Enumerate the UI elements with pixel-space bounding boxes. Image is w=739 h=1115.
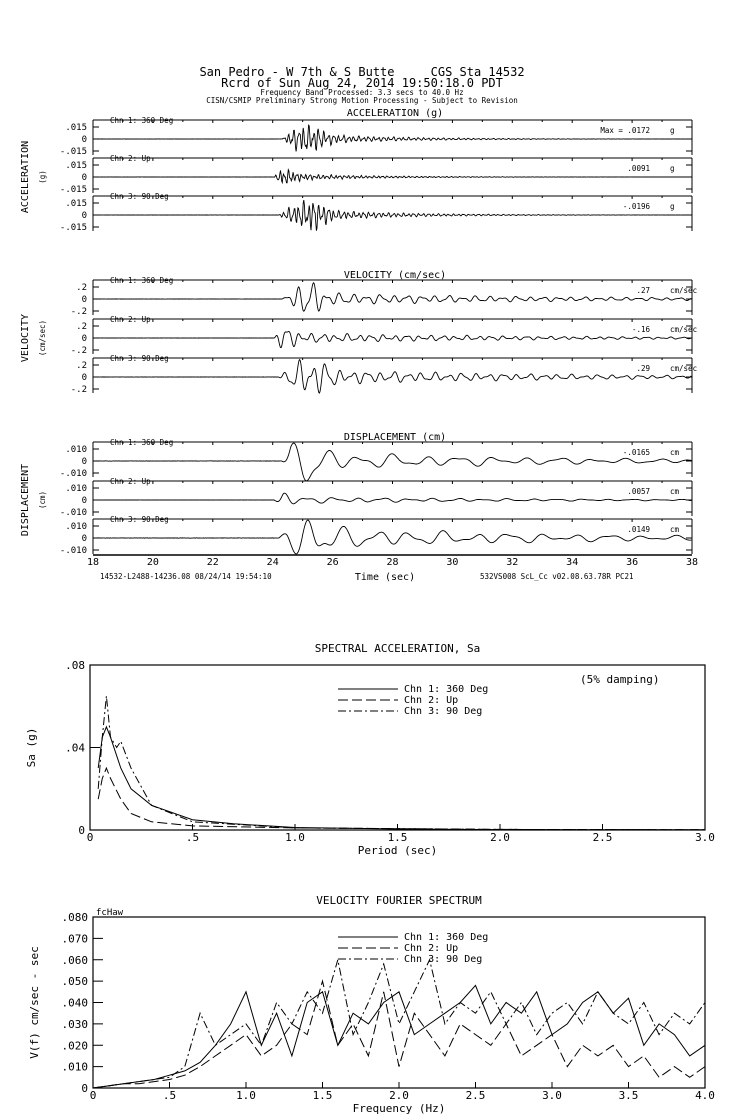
y-tick-label: -.010 [59, 508, 87, 518]
x-tick-label: 0 [86, 831, 94, 844]
damping-note: (5% damping) [580, 673, 660, 686]
waveform-trace [93, 360, 691, 394]
y-tick-label: 0 [81, 1082, 88, 1095]
time-tick-label: 18 [86, 557, 100, 568]
panel-ylabel: DISPLACEMENT [20, 463, 31, 537]
legend-entry: Chn 3: 90 Deg [404, 954, 483, 965]
y-axis-label: Sa (g) [25, 727, 38, 768]
record-time: Rcrd of Sun Aug 24, 2014 19:50:18.0 PDT [221, 76, 503, 90]
legend-entry: Chn 2: Up [404, 943, 459, 954]
peak-unit: cm/sec [670, 325, 698, 334]
y-tick-label: .050 [61, 975, 88, 989]
time-tick-label: 28 [386, 557, 399, 568]
time-history-plots [20, 108, 698, 568]
processing-note: CISN/CSMIP Preliminary Strong Motion Processing - Subject to Revision [206, 96, 518, 105]
waveform-trace [93, 493, 691, 504]
time-axis-label: Time (sec) [354, 572, 416, 583]
peak-unit: g [670, 126, 675, 135]
panel-velocity [20, 270, 697, 395]
waveform-trace [93, 200, 691, 231]
peak-unit: cm/sec [670, 286, 698, 295]
y-tick-label: .010 [65, 484, 87, 494]
y-tick-label: -.015 [59, 223, 87, 233]
panel-title: ACCELERATION (g) [346, 108, 444, 119]
series-line [93, 981, 705, 1088]
peak-value: Max = .0172 [600, 126, 650, 135]
peak-value: -.0165 [622, 448, 650, 457]
peak-unit: cm [670, 525, 680, 534]
plot-title: SPECTRAL ACCELERATION, Sa [314, 642, 481, 655]
record-header [199, 65, 524, 105]
fourier-spectrum-plot [28, 894, 715, 1115]
x-tick-label: 2.5 [465, 1089, 486, 1102]
spectral-acceleration-plot [25, 642, 715, 857]
y-tick-label: -.2 [70, 307, 87, 317]
x-tick-label: .5 [185, 831, 200, 844]
panel-acceleration [20, 108, 692, 233]
peak-unit: cm [670, 448, 680, 457]
x-tick-label: 1.0 [285, 831, 305, 844]
y-tick-label: -.015 [59, 147, 87, 157]
frequency-band: Frequency Band Processed: 3.3 secs to 40.0 Hz [260, 88, 464, 97]
waveform-trace [93, 520, 691, 554]
waveform-trace [93, 170, 691, 183]
legend-entry: Chn 1: 360 Deg [404, 684, 489, 695]
legend-entry: Chn 1: 360 Deg [404, 932, 489, 943]
y-tick-label: -.010 [59, 469, 87, 479]
time-tick-label: 22 [206, 557, 219, 568]
peak-unit: g [670, 202, 675, 211]
time-tick-label: 36 [626, 557, 639, 568]
peak-value: .0149 [627, 525, 650, 534]
x-tick-label: .5 [162, 1089, 177, 1102]
record-id: 14532-L2488-14236.08 08/24/14 19:54:10 [100, 572, 272, 581]
channel-label: Chn 3: 90 Deg [110, 515, 169, 524]
channel-label: Chn 2: Up [110, 477, 151, 486]
y-tick-label: 0 [81, 135, 87, 145]
y-tick-label: .2 [76, 283, 87, 293]
peak-value: -.16 [631, 325, 650, 334]
y-tick-label: .04 [65, 741, 85, 755]
time-tick-label: 24 [266, 557, 279, 568]
x-tick-label: 1.0 [236, 1089, 256, 1102]
peak-unit: cm [670, 487, 680, 496]
panel-title: DISPLACEMENT (cm) [343, 432, 447, 443]
x-tick-label: 3.0 [542, 1089, 562, 1102]
x-tick-label: 2.5 [592, 831, 613, 844]
y-tick-label: .08 [65, 659, 85, 672]
y-tick-label: .010 [61, 1060, 88, 1074]
x-tick-label: 4.0 [695, 1089, 715, 1102]
y-tick-label: .020 [61, 1039, 88, 1053]
time-tick-label: 26 [326, 557, 339, 568]
channel-label: Chn 3: 90 Deg [110, 354, 169, 363]
x-tick-label: 3.5 [618, 1089, 639, 1102]
series-line [93, 960, 705, 1088]
channel-label: Chn 3: 90 Deg [110, 192, 169, 201]
time-tick-label: 38 [685, 557, 699, 568]
panel-title: VELOCITY (cm/sec) [343, 270, 447, 281]
time-tick-label: 30 [446, 557, 459, 568]
series-line [98, 768, 705, 830]
plot-tag: fcHaw [96, 908, 124, 918]
peak-value: .0057 [627, 487, 650, 496]
station-title: San Pedro - W 7th & S Butte CGS Sta 14532 [199, 65, 525, 79]
y-tick-label: -.015 [59, 185, 87, 195]
y-tick-label: 0 [81, 373, 87, 383]
y-tick-label: .060 [61, 953, 88, 967]
panel-units: (cm) [38, 490, 47, 510]
time-tick-label: 20 [146, 557, 159, 568]
peak-value: .0091 [627, 164, 650, 173]
y-tick-label: 0 [81, 295, 87, 305]
y-tick-label: .2 [76, 361, 87, 371]
time-tick-label: 34 [566, 557, 579, 568]
y-tick-label: 0 [81, 334, 87, 344]
y-tick-label: .2 [76, 322, 87, 332]
y-axis-label: V(f) cm/sec - sec [28, 946, 41, 1059]
waveform-trace [93, 332, 691, 348]
waveform-trace [93, 283, 691, 311]
y-tick-label: .040 [61, 996, 88, 1010]
x-tick-label: 2.0 [490, 831, 510, 844]
legend-entry: Chn 3: 90 Deg [404, 706, 483, 717]
series-line [93, 985, 705, 1088]
channel-label: Chn 2: Up [110, 315, 151, 324]
panel-ylabel: VELOCITY [20, 313, 31, 363]
series-line [98, 727, 705, 830]
y-tick-label: .015 [65, 123, 87, 133]
peak-value: .29 [636, 364, 650, 373]
y-tick-label: .015 [65, 161, 87, 171]
plot-frame [90, 665, 705, 830]
y-tick-label: .080 [61, 911, 88, 924]
peak-unit: g [670, 164, 675, 173]
channel-label: Chn 2: Up [110, 154, 151, 163]
y-tick-label: 0 [81, 211, 87, 221]
y-tick-label: .010 [65, 522, 87, 532]
x-axis-label: Frequency (Hz) [352, 1102, 446, 1115]
channel-label: Chn 1: 360 Deg [110, 116, 174, 125]
y-tick-label: -.2 [70, 385, 87, 395]
y-tick-label: .015 [65, 199, 87, 209]
x-tick-label: 3.0 [695, 831, 715, 844]
panel-units: (cm/sec) [38, 319, 47, 357]
y-tick-label: -.010 [59, 546, 87, 556]
y-tick-label: 0 [81, 173, 87, 183]
plot-title: VELOCITY FOURIER SPECTRUM [316, 894, 482, 907]
y-tick-label: 0 [81, 457, 87, 467]
y-tick-label: 0 [81, 496, 87, 506]
peak-value: .27 [636, 286, 650, 295]
channel-label: Chn 1: 360 Deg [110, 438, 174, 447]
x-tick-label: 2.0 [389, 1089, 409, 1102]
peak-value: -.0196 [622, 202, 650, 211]
plot-frame [93, 917, 705, 1088]
x-axis-label: Period (sec) [357, 844, 438, 857]
panel-units: (g) [38, 170, 47, 184]
y-tick-label: 0 [81, 534, 87, 544]
legend-entry: Chn 2: Up [404, 695, 459, 706]
y-tick-label: 0 [78, 824, 85, 837]
x-tick-label: 1.5 [312, 1089, 333, 1102]
y-tick-label: .010 [65, 445, 87, 455]
panel-displacement [20, 432, 692, 556]
y-tick-label: -.2 [70, 346, 87, 356]
software-version: 532VS008 ScL_Cc v02.08.63.78R PC21 [480, 572, 634, 581]
channel-label: Chn 1: 360 Deg [110, 276, 174, 285]
series-line [98, 696, 705, 830]
x-tick-label: 0 [89, 1089, 97, 1102]
x-tick-label: 1.5 [387, 831, 408, 844]
y-tick-label: .030 [61, 1017, 88, 1031]
waveform-trace [93, 443, 691, 481]
time-tick-label: 32 [506, 557, 519, 568]
y-tick-label: .070 [61, 932, 88, 946]
panel-ylabel: ACCELERATION [20, 140, 31, 214]
peak-unit: cm/sec [670, 364, 698, 373]
